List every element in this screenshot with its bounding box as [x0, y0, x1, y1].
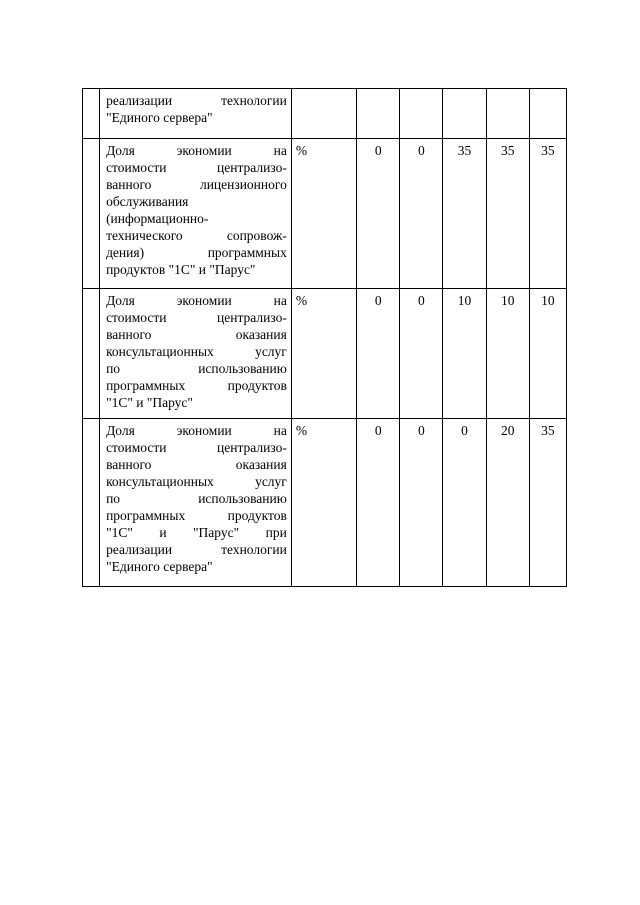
- description-line: [106, 422, 287, 439]
- indicator-description-cell: [100, 139, 292, 289]
- table-row: [83, 139, 567, 289]
- description-word: экономии: [176, 143, 232, 158]
- value-cell-year-1: 0: [357, 139, 400, 289]
- row-number-cell: [83, 89, 100, 139]
- description-word: услуг: [255, 344, 287, 359]
- value-cell-year-3: [443, 89, 486, 139]
- description-line: [106, 292, 287, 309]
- value-cell-year-5: 35: [529, 139, 566, 289]
- description-word: "Единого сервера": [106, 559, 213, 574]
- description-word: реализации: [106, 93, 173, 108]
- description-word: по: [106, 361, 121, 376]
- description-word: "1С": [106, 525, 133, 540]
- value-cell-year-5: [529, 89, 566, 139]
- table-row: [83, 289, 567, 419]
- description-word: при: [265, 525, 287, 540]
- description-word: продуктов: [227, 378, 287, 393]
- description-word: и: [159, 525, 167, 540]
- description-line: [106, 343, 287, 360]
- description-word: программных: [207, 245, 287, 260]
- description-word: экономии: [176, 293, 232, 308]
- description-line: [106, 360, 287, 377]
- description-word: оказания: [235, 327, 287, 342]
- description-line: [106, 524, 287, 541]
- description-line: [106, 142, 287, 159]
- table-body: [83, 89, 567, 587]
- description-word: "1С" и "Парус": [106, 395, 193, 410]
- description-word: дения): [106, 245, 145, 260]
- description-word: использованию: [198, 361, 287, 376]
- description-line: [106, 159, 287, 176]
- description-line: [106, 326, 287, 343]
- description-line: [106, 377, 287, 394]
- description-word: централизо-: [217, 310, 287, 325]
- description-word: консультационных: [106, 474, 214, 489]
- description-word: "Единого сервера": [106, 110, 213, 125]
- description-word: технологии: [221, 93, 287, 108]
- description-word: программных: [106, 378, 186, 393]
- description-line: [106, 244, 287, 261]
- description-line: [106, 193, 287, 210]
- description-line: [106, 394, 287, 411]
- value-cell-year-4: 20: [486, 419, 529, 587]
- description-line: [106, 261, 287, 278]
- description-word: услуг: [255, 474, 287, 489]
- description-word: технического: [106, 228, 183, 243]
- description-word: использованию: [198, 491, 287, 506]
- value-cell-year-3: 0: [443, 419, 486, 587]
- value-cell-year-4: [486, 89, 529, 139]
- description-word: на: [273, 423, 287, 438]
- description-line: [106, 109, 287, 126]
- description-word: экономии: [176, 423, 232, 438]
- row-number-cell: [83, 419, 100, 587]
- description-word: лицензионного: [199, 177, 287, 192]
- description-word: программных: [106, 508, 186, 523]
- unit-cell: %: [291, 289, 356, 419]
- description-word: стоимости: [106, 440, 167, 455]
- description-word: "Парус": [193, 525, 240, 540]
- description-word: обслуживания: [106, 194, 189, 209]
- description-line: [106, 507, 287, 524]
- description-line: [106, 541, 287, 558]
- description-word: по: [106, 491, 121, 506]
- description-word: Доля: [106, 293, 135, 308]
- value-cell-year-3: 10: [443, 289, 486, 419]
- description-line: [106, 227, 287, 244]
- row-number-cell: [83, 139, 100, 289]
- description-word: (информационно-: [106, 211, 209, 226]
- description-word: централизо-: [217, 160, 287, 175]
- unit-cell: %: [291, 139, 356, 289]
- description-line: [106, 176, 287, 193]
- indicator-description-cell: [100, 289, 292, 419]
- value-cell-year-1: 0: [357, 289, 400, 419]
- description-word: Доля: [106, 143, 135, 158]
- description-word: Доля: [106, 423, 135, 438]
- indicator-description-cell: [100, 419, 292, 587]
- row-number-cell: [83, 289, 100, 419]
- description-word: ванного: [106, 177, 152, 192]
- value-cell-year-1: 0: [357, 419, 400, 587]
- description-word: консультационных: [106, 344, 214, 359]
- unit-cell: [291, 89, 356, 139]
- description-line: [106, 210, 287, 227]
- value-cell-year-4: 10: [486, 289, 529, 419]
- description-line: [106, 456, 287, 473]
- description-line: [106, 92, 287, 109]
- description-word: сопровож-: [226, 228, 287, 243]
- description-word: стоимости: [106, 310, 167, 325]
- description-word: реализации: [106, 542, 173, 557]
- description-word: на: [273, 143, 287, 158]
- description-word: стоимости: [106, 160, 167, 175]
- table-row: [83, 419, 567, 587]
- value-cell-year-2: 0: [400, 289, 443, 419]
- description-line: [106, 309, 287, 326]
- description-line: [106, 490, 287, 507]
- value-cell-year-5: 35: [529, 419, 566, 587]
- value-cell-year-2: 0: [400, 419, 443, 587]
- description-line: [106, 558, 287, 575]
- indicators-table: [82, 88, 567, 587]
- description-word: на: [273, 293, 287, 308]
- description-word: ванного: [106, 327, 152, 342]
- value-cell-year-2: [400, 89, 443, 139]
- description-word: продуктов "1С" и "Парус": [106, 262, 256, 277]
- value-cell-year-5: 10: [529, 289, 566, 419]
- description-word: централизо-: [217, 440, 287, 455]
- description-word: ванного: [106, 457, 152, 472]
- description-word: оказания: [235, 457, 287, 472]
- value-cell-year-4: 35: [486, 139, 529, 289]
- indicator-description-cell: [100, 89, 292, 139]
- value-cell-year-2: 0: [400, 139, 443, 289]
- description-line: [106, 439, 287, 456]
- unit-cell: %: [291, 419, 356, 587]
- description-word: продуктов: [227, 508, 287, 523]
- table-row: [83, 89, 567, 139]
- description-word: технологии: [221, 542, 287, 557]
- description-line: [106, 473, 287, 490]
- value-cell-year-1: [357, 89, 400, 139]
- value-cell-year-3: 35: [443, 139, 486, 289]
